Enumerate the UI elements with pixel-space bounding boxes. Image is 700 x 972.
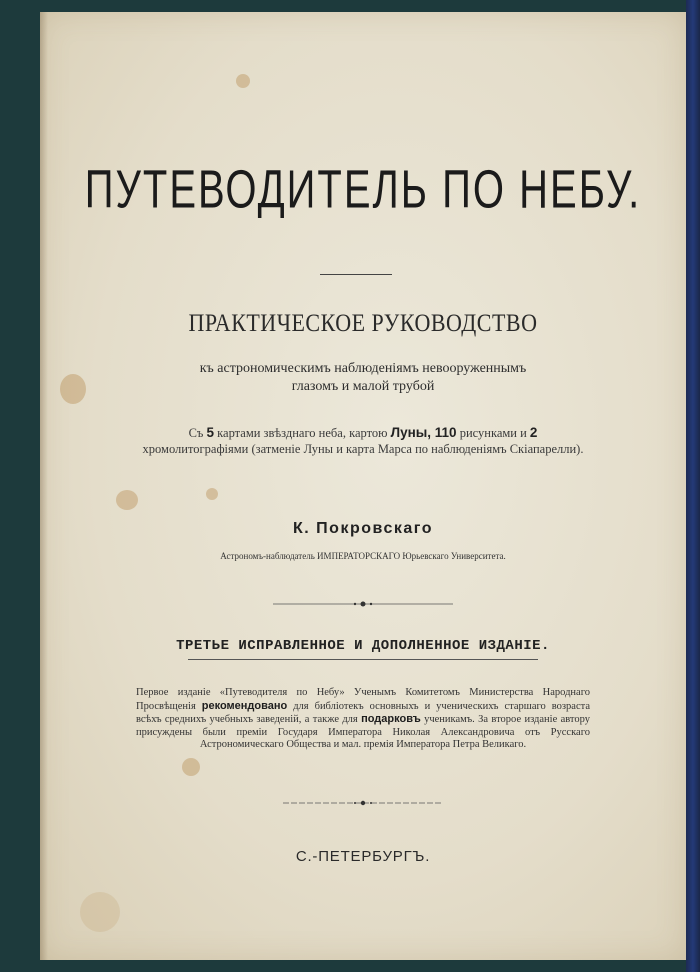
moon-label: Луны, 110 xyxy=(390,425,457,440)
book-cover-edge xyxy=(686,0,700,972)
maps-count: 5 xyxy=(206,425,215,440)
gifts-word: подарковъ xyxy=(361,713,421,725)
book-subtitle: ПРАКТИЧЕСКОЕ РУКОВОДСТВО xyxy=(188,308,538,337)
book-description xyxy=(40,360,686,396)
title-divider xyxy=(320,274,392,275)
description-line: къ астрономическимъ наблюденіямъ невооруженнымъ xyxy=(199,361,527,376)
publication-city: С.-ПЕТЕРБУРГЪ. xyxy=(295,848,431,865)
ornament-divider-lower xyxy=(283,799,443,807)
edition-underline xyxy=(188,659,538,660)
title-page xyxy=(40,12,686,960)
author-name: К. Покровскаго xyxy=(293,520,433,537)
book-title: ПУТЕВОДИТЕЛЬ ПО НЕБУ. xyxy=(84,160,642,220)
recommended-word: рекомендовано xyxy=(201,699,288,712)
illustrations-details: Съ 5 картами звѣзднаго неба, картою Луны, 110 рисунками и 2 хромолитографіями (затменіе Луны и карта Марса по наблюденіямъ Скіапарелли). xyxy=(142,425,584,456)
ornament-divider xyxy=(273,600,453,608)
edition-label: ТРЕТЬЕ ИСПРАВЛЕННОЕ И ДОПОЛНЕННОЕ ИЗДАНІЕ. xyxy=(176,638,550,654)
chromolithographs-count: 2 xyxy=(529,425,538,440)
description-line: глазомъ и малой трубой xyxy=(291,379,435,394)
edition-note: Первое изданіе «Путеводителя по Небу» Ученымъ Комитетомъ Министерства Народнаго Просвѣщенія рекомендовано для библіотекъ основныхъ и ученическихъ старшаго возраста всѣхъ среднихъ учебныхъ заведеній, а также для подарковъ ученикамъ. За второе изданіе автору присуждены были преміи Государя Императора Николая Александровича отъ Русскаго Астрономическаго Общества и мал. премія Императора Петра Великаго. xyxy=(136,687,590,750)
author-position: Астрономъ-наблюдатель ИМПЕРАТОРСКАГО Юрьевскаго Университета. xyxy=(220,551,506,561)
page-gutter-shadow xyxy=(40,12,48,960)
